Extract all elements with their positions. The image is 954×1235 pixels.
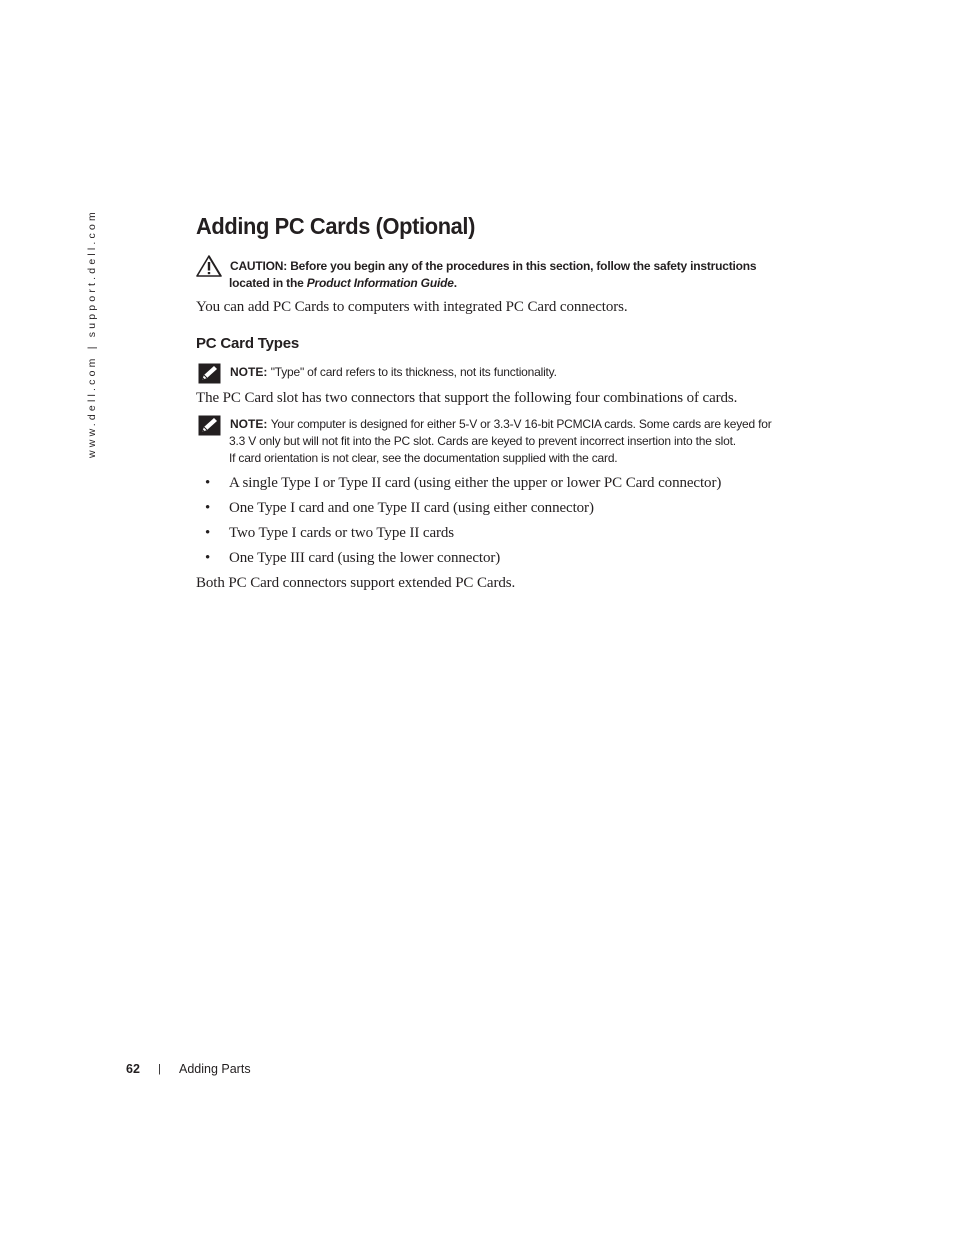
closing-paragraph: Both PC Card connectors support extended PC Cards. [196,575,516,591]
section-heading: PC Card Types [196,335,299,352]
slot-paragraph: The PC Card slot has two connectors that support the following four combinations of cards. [196,390,738,406]
note-voltage [196,415,816,467]
note-text-line1: Your computer is designed for either 5-V or 3.3-V 16-bit PCMCIA cards. Some cards are keyed for [270,417,772,431]
page-number: 62 [126,1062,140,1076]
footer-section-title: Adding Parts [179,1062,251,1076]
caution-label: CAUTION: [230,259,288,273]
list-item-text: One Type III card (using the lower connector) [229,550,501,566]
note-card-type [196,363,816,381]
warning-triangle-icon [196,255,222,277]
page-title: Adding PC Cards (Optional) [196,213,476,239]
note-pencil-icon [198,363,222,385]
bullet-icon: • [205,500,211,516]
bullet-icon: • [205,525,211,541]
note-pencil-icon [198,415,222,437]
sidebar-url: www.dell.com | support.dell.com [86,209,98,458]
caution-text: Before you begin any of the procedures in this section, follow the safety instructions [290,259,757,273]
bullet-icon: • [205,475,211,491]
list-item [196,473,721,498]
list-item [196,523,721,548]
footer-separator: | [158,1063,161,1075]
list-item-text: A single Type I or Type II card (using either the upper or lower PC Card connector) [229,475,722,491]
bullet-icon: • [205,550,211,566]
note-text-line2: 3.3 V only but will not fit into the PC slot. Cards are keyed to prevent incorrect insertion into the slot. [229,434,736,448]
product-guide-title: Product Information Guide [306,276,454,290]
note-text-line3: If card orientation is not clear, see the documentation supplied with the card. [229,451,618,465]
list-item-text: Two Type I cards or two Type II cards [229,525,455,541]
caution-notice [196,255,816,292]
list-item [196,498,721,523]
caution-text-end: . [453,276,457,290]
list-item-text: One Type I card and one Type II card (using either connector) [229,500,594,516]
card-combinations-list [196,473,721,573]
note-label: NOTE: [230,365,268,379]
intro-paragraph: You can add PC Cards to computers with integrated PC Card connectors. [196,299,628,315]
note-label: NOTE: [230,417,268,431]
list-item [196,548,721,573]
note-text: "Type" of card refers to its thickness, not its functionality. [270,365,557,379]
caution-text-line2: located in the [229,276,307,290]
